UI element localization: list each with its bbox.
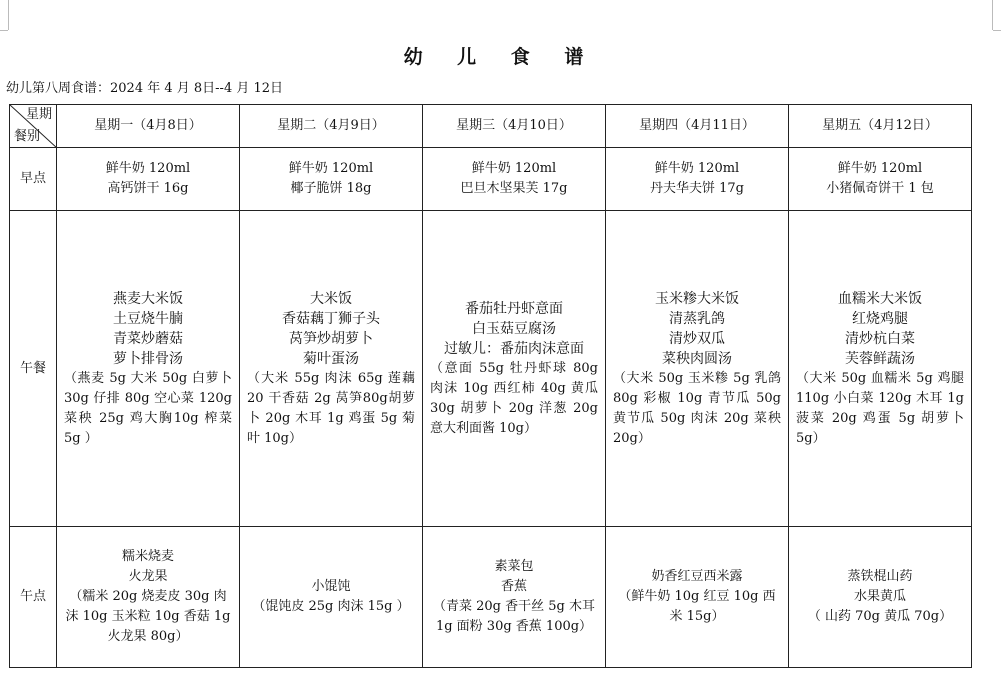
- meal-label: 午点: [10, 527, 57, 668]
- page-corner-line-left: [0, 30, 8, 31]
- dish-name: 番茄牡丹虾意面: [465, 300, 563, 317]
- dish-name: 香菇藕丁狮子头: [282, 310, 380, 327]
- page-title: 幼 儿 食 谱: [403, 46, 598, 68]
- dish-name: 过敏儿：番茄肉沫意面: [444, 340, 584, 357]
- menu-cell-thu: [606, 148, 789, 211]
- page-corner-mark-right: [992, 0, 1001, 30]
- dish-name: 奶香红豆西米露: [651, 569, 743, 584]
- menu-cell-fri: [789, 148, 972, 211]
- ingredient-detail: （鲜牛奶 10g 红豆 10g 西米 15g）: [618, 589, 776, 624]
- ingredient-detail: （大米 50g 玉米糁 5g 乳鸽 80g 彩椒 10g 青节瓜 50g 黄节瓜 50g 肉沫 20g 菜秧 20g）: [613, 370, 781, 446]
- meal-label: 早点: [10, 148, 57, 211]
- menu-cell-mon: [57, 211, 240, 527]
- page-corner-line-right: [993, 30, 1001, 31]
- ingredient-detail: （大米 50g 血糯米 5g 鸡腿 110g 小白菜 120g 木耳 1g 菠菜 20g 鸡蛋 5g 胡萝卜 5g）: [796, 370, 964, 446]
- day-header-fri: 星期五（4月12日）: [789, 105, 972, 148]
- menu-cell-thu: [606, 211, 789, 527]
- meal-label: 午餐: [10, 211, 57, 527]
- menu-cell-mon: [57, 148, 240, 211]
- day-header-tue: 星期二（4月9日）: [240, 105, 423, 148]
- corner-meal-label: 餐别: [14, 129, 41, 144]
- header-row: [10, 105, 972, 148]
- dish-name: 鲜牛奶 120ml: [105, 161, 191, 176]
- menu-cell-wed: [423, 527, 606, 668]
- day-header-wed: 星期三（4月10日）: [423, 105, 606, 148]
- dish-name: 青菜炒蘑菇: [113, 330, 183, 347]
- dish-name: 玉米糁大米饭: [655, 290, 739, 307]
- menu-week-subtitle: 幼儿第八周食谱：2024 年 4 月 8日--4 月 12日: [6, 81, 284, 96]
- dish-name: 莴笋炒胡萝卜: [289, 330, 373, 347]
- day-header-thu: 星期四（4月11日）: [606, 105, 789, 148]
- dish-name: 红烧鸡腿: [852, 310, 908, 327]
- meal-row-breakfast: [10, 148, 972, 211]
- menu-cell-wed: [423, 211, 606, 527]
- menu-cell-fri: [789, 211, 972, 527]
- dish-name: 蒸铁棍山药: [847, 569, 913, 584]
- dish-name: 萝卜排骨汤: [113, 350, 183, 367]
- menu-table: [9, 104, 972, 668]
- menu-cell-tue: [240, 148, 423, 211]
- menu-cell-mon: [57, 527, 240, 668]
- dish-name: 鲜牛奶 120ml: [837, 161, 923, 176]
- corner-weekday-label: 星期: [25, 107, 52, 122]
- dish-name: 菜秧肉圆汤: [662, 350, 732, 367]
- dish-name: 小猪佩奇饼干 1 包: [826, 181, 934, 196]
- corner-header-cell: [10, 105, 57, 148]
- ingredient-detail: （意面 55g 牡丹虾球 80g 肉沫 10g 西红柿 40g 黄瓜 30g 胡萝卜 20g 洋葱 20g 意大利面酱 10g）: [430, 360, 598, 436]
- menu-cell-wed: [423, 148, 606, 211]
- menu-cell-fri: [789, 527, 972, 668]
- ingredient-detail: （馄饨皮 25g 肉沫 15g ）: [252, 599, 410, 614]
- dish-name: 高钙饼干 16g: [107, 181, 189, 196]
- dish-name: 菊叶蛋汤: [303, 350, 359, 367]
- dish-name: 丹夫华夫饼 17g: [650, 181, 744, 196]
- ingredient-detail: （燕麦 5g 大米 50g 白萝卜 30g 仔排 80g 空心菜 120g 菜秧 25g 鸡大胸10g 榨菜 5g ）: [64, 370, 232, 446]
- meal-row-snack: [10, 527, 972, 668]
- menu-cell-tue: [240, 527, 423, 668]
- meal-row-lunch: [10, 211, 972, 527]
- dish-name: 水果黄瓜: [853, 589, 906, 604]
- dish-name: 清炒双瓜: [669, 330, 725, 347]
- ingredient-detail: （糯米 20g 烧麦皮 30g 肉沫 10g 玉米粒 10g 香菇 1g 火龙果 80g）: [65, 589, 231, 644]
- dish-name: 芙蓉鲜蔬汤: [845, 350, 915, 367]
- dish-name: 火龙果: [128, 569, 168, 584]
- dish-name: 椰子脆饼 18g: [290, 181, 372, 196]
- ingredient-detail: （大米 55g 肉沫 65g 莲藕 20 干香菇 2g 莴笋80g胡萝卜 20g 木耳 1g 鸡蛋 5g 菊叶 10g）: [247, 370, 415, 446]
- dish-name: 香蕉: [500, 579, 527, 594]
- dish-name: 土豆烧牛腩: [113, 310, 183, 327]
- dish-name: 血糯米大米饭: [838, 290, 922, 307]
- ingredient-detail: （青菜 20g 香干丝 5g 木耳 1g 面粉 30g 香蕉 100g）: [433, 599, 595, 634]
- dish-name: 大米饭: [310, 290, 352, 307]
- dish-name: 巴旦木坚果芙 17g: [460, 181, 568, 196]
- dish-name: 鲜牛奶 120ml: [288, 161, 374, 176]
- dish-name: 素菜包: [494, 559, 534, 574]
- menu-cell-thu: [606, 527, 789, 668]
- dish-name: 鲜牛奶 120ml: [471, 161, 557, 176]
- dish-name: 清炒杭白菜: [845, 330, 915, 347]
- dish-name: 清蒸乳鸽: [669, 310, 725, 327]
- dish-name: 燕麦大米饭: [113, 290, 183, 307]
- dish-name: 鲜牛奶 120ml: [654, 161, 740, 176]
- dish-name: 白玉菇豆腐汤: [472, 320, 556, 337]
- dish-name: 糯米烧麦: [121, 549, 174, 564]
- page-corner-mark-left: [0, 0, 9, 30]
- ingredient-detail: （ 山药 70g 黄瓜 70g）: [807, 609, 953, 624]
- menu-cell-tue: [240, 211, 423, 527]
- dish-name: 小馄饨: [311, 579, 351, 594]
- day-header-mon: 星期一（4月8日）: [57, 105, 240, 148]
